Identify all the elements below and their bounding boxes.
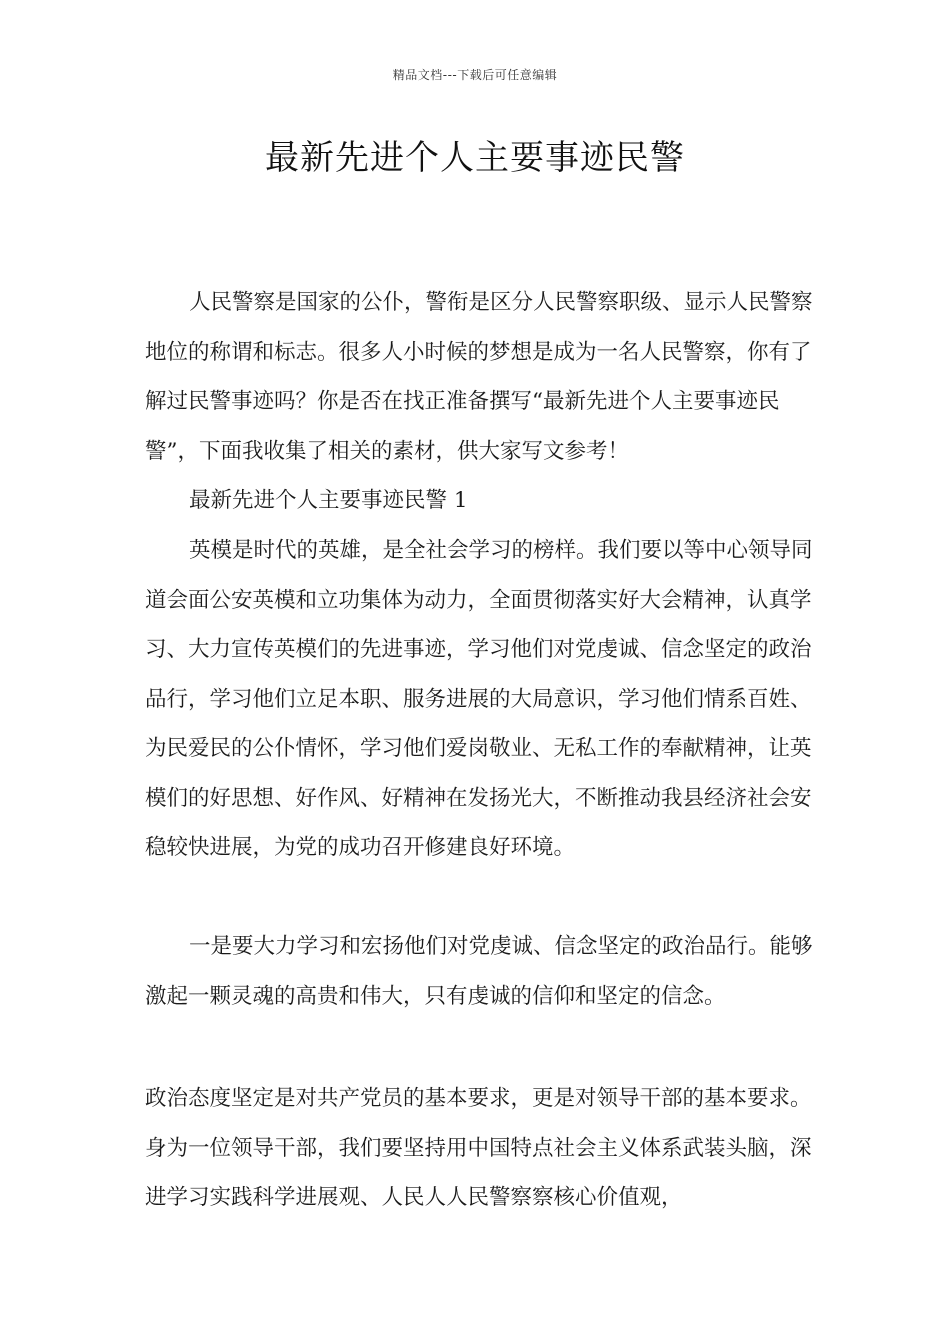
paragraph-text: 政治态度坚定是对共产党员的基本要求，更是对领导干部的基本要求。身为一位领导干部，我们要坚持用中国特点社会主义体系武装头脑，深进学习实践科学进展观、人民人人民警察察核心价值观， (145, 1086, 812, 1210)
paragraph-text: 英模是时代的英雄，是全社会学习的榜样。我们要以等中心领导同道会面公安英模和立功集体为动力，全面贯彻落实好大会精神，认真学习、大力宣传英模们的先进事迹，学习他们对党虔诚、信念坚定的政治品行，学习他们立足本职、服务进展的大局意识，学习他们情系百姓、为民爱民的公仆情怀，学习他们爱岗敬业、无私工作的奉献精神，让英模们的好思想、好作风、好精神在发扬光大，不断推动我县经济社会安稳较快进展，为党的成功召开修建良好环境。 (145, 538, 813, 860)
section-heading (145, 476, 815, 526)
paragraph-text: 最新先进个人主要事迹民警 1 (189, 488, 468, 513)
paragraph-text: 一是要大力学习和宏扬他们对党虔诚、信念坚定的政治品行。能够激起一颗灵魂的高贵和伟大，只有虔诚的信仰和坚定的信念。 (145, 934, 813, 1009)
body-paragraph-point-one (145, 922, 815, 1021)
document-title: 最新先进个人主要事迹民警 (265, 138, 685, 178)
header-note: 精品文档---下载后可任意编辑 (392, 68, 558, 82)
body-paragraph-political (145, 1074, 815, 1223)
body-paragraph-heroes (145, 526, 815, 873)
paragraph-text: 人民警察是国家的公仆，警衔是区分人民警察职级、显示人民警察地位的称谓和标志。很多人小时候的梦想是成为一名人民警察，你有了解过民警事迹吗？你是否在找正准备撰写“最新先进个人主要事迹民警”，下面我收集了相关的素材，供大家写文参考！ (145, 290, 813, 464)
body-paragraph-intro (145, 278, 815, 476)
